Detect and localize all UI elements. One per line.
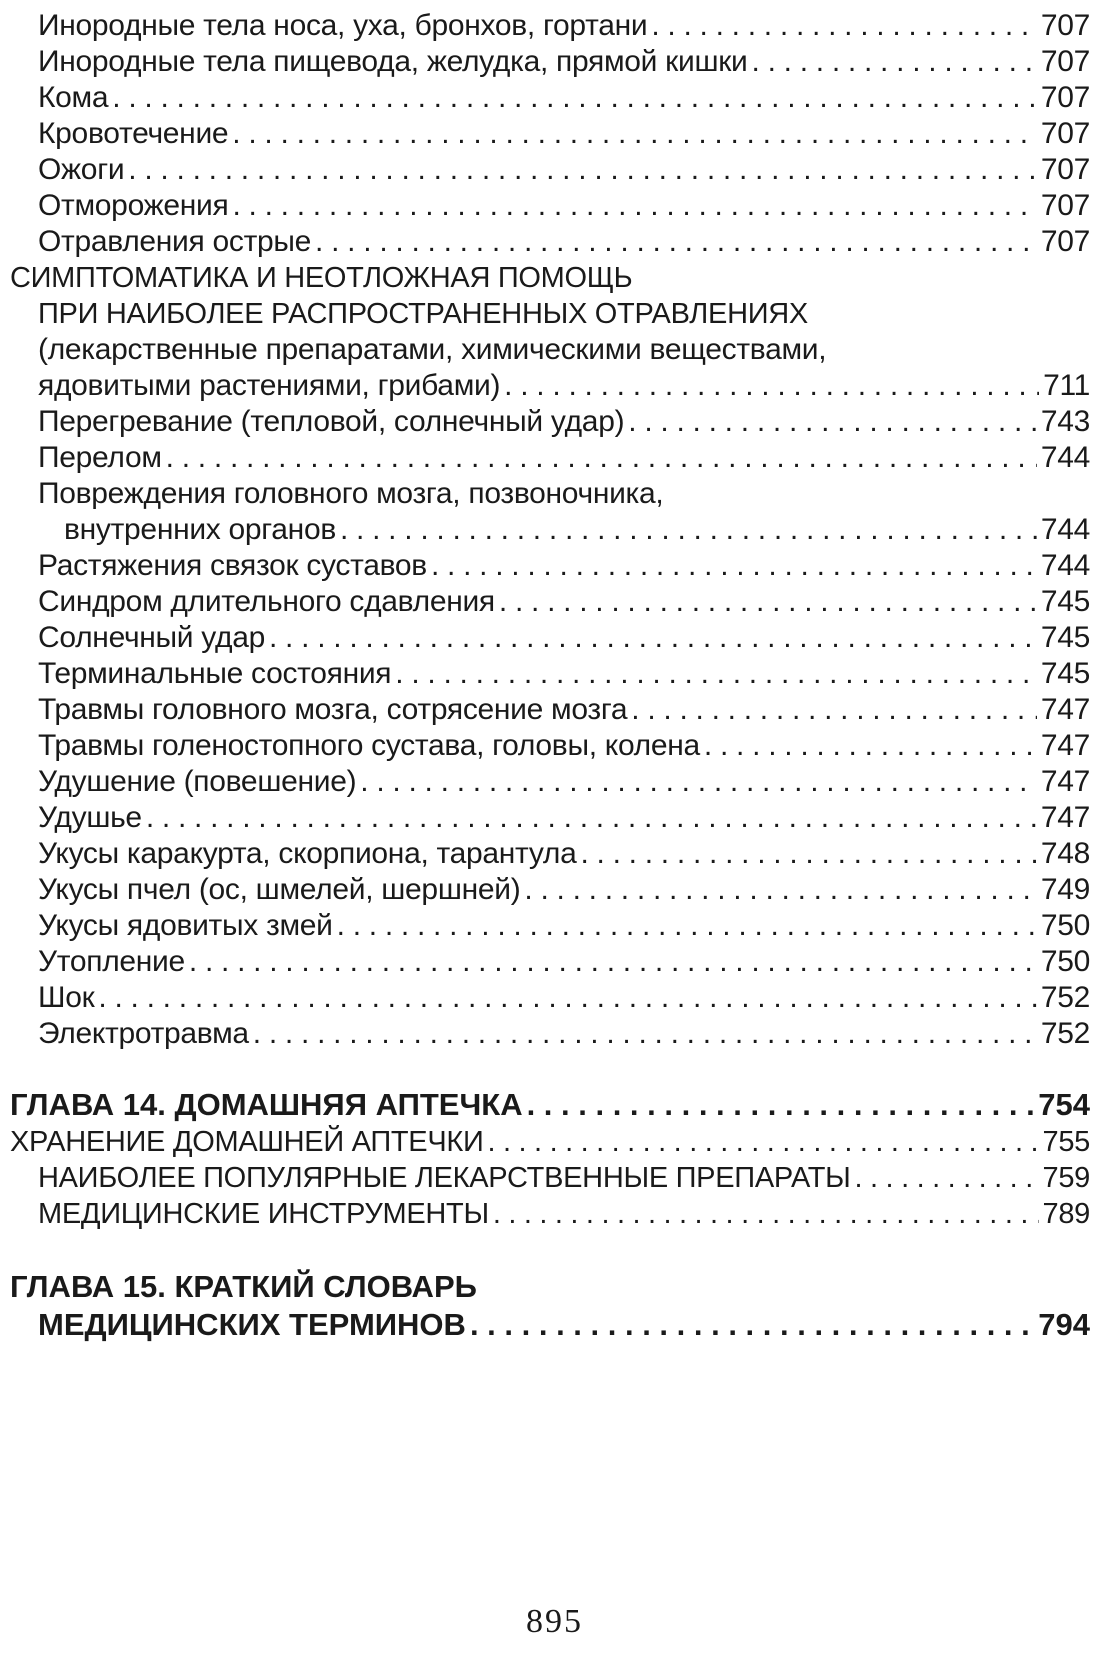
chapter-page: 794 bbox=[1038, 1307, 1090, 1342]
toc-entry[interactable] bbox=[10, 980, 1090, 1016]
dot-leader bbox=[527, 1086, 1035, 1124]
dot-leader bbox=[431, 548, 1037, 584]
dot-leader bbox=[855, 1160, 1039, 1196]
dot-leader bbox=[493, 1196, 1039, 1232]
toc-entry-page: 743 bbox=[1040, 405, 1090, 438]
toc-entry[interactable] bbox=[10, 440, 1090, 476]
toc-entry[interactable] bbox=[10, 656, 1090, 692]
toc-entry[interactable] bbox=[10, 908, 1090, 944]
toc-entry-page: 707 bbox=[1040, 225, 1090, 258]
toc-entry[interactable] bbox=[10, 836, 1090, 872]
dot-leader bbox=[232, 116, 1037, 152]
toc-entry-page: 749 bbox=[1040, 873, 1090, 906]
spacer bbox=[10, 1052, 1090, 1086]
dot-leader bbox=[504, 368, 1039, 404]
toc-entry-title: Электротравма bbox=[38, 1017, 249, 1050]
toc-entry-title: Инородные тела носа, уха, бронхов, гортани bbox=[38, 9, 648, 42]
toc-entry[interactable] bbox=[10, 692, 1090, 728]
toc-entry-page: 750 bbox=[1040, 945, 1090, 978]
toc-entry-title: Укусы ядовитых змей bbox=[38, 909, 333, 942]
toc-entry-page: 745 bbox=[1040, 657, 1090, 690]
dot-leader bbox=[651, 8, 1037, 44]
toc-entry-title: Удушье bbox=[38, 801, 142, 834]
toc-entry-page: 745 bbox=[1040, 585, 1090, 618]
toc-entry[interactable] bbox=[10, 1016, 1090, 1052]
toc-entry-page: 752 bbox=[1040, 981, 1090, 1014]
toc-entry-title: Укусы каракурта, скорпиона, тарантула bbox=[38, 837, 577, 870]
toc-entry-page: 789 bbox=[1042, 1198, 1090, 1230]
chapter-title: МЕДИЦИНСКИХ ТЕРМИНОВ bbox=[38, 1307, 466, 1342]
dot-leader bbox=[499, 584, 1037, 620]
toc-entry[interactable] bbox=[10, 548, 1090, 584]
toc-entry[interactable] bbox=[10, 80, 1090, 116]
toc-entry-page: 747 bbox=[1040, 693, 1090, 726]
section-heading-line[interactable] bbox=[10, 332, 1090, 368]
toc-entry-title: ядовитыми растениями, грибами) bbox=[38, 369, 501, 402]
toc-entry[interactable] bbox=[10, 1196, 1090, 1232]
toc-entry[interactable] bbox=[10, 8, 1090, 44]
toc-entry-page: 707 bbox=[1040, 9, 1090, 42]
toc-entry-page: 707 bbox=[1040, 81, 1090, 114]
toc-entry-page: 750 bbox=[1040, 909, 1090, 942]
spacer bbox=[10, 1232, 1090, 1268]
dot-leader bbox=[628, 404, 1037, 440]
dot-leader bbox=[269, 620, 1037, 656]
toc-entry-page: 755 bbox=[1042, 1126, 1090, 1158]
toc-entry-title: Шок bbox=[38, 981, 95, 1014]
chapter-page: 754 bbox=[1038, 1087, 1090, 1122]
dot-leader bbox=[524, 872, 1036, 908]
table-of-contents bbox=[10, 8, 1090, 1344]
toc-entry[interactable] bbox=[10, 1124, 1090, 1160]
dot-leader bbox=[360, 764, 1037, 800]
toc-entry-page: 707 bbox=[1040, 189, 1090, 222]
dot-leader bbox=[232, 188, 1036, 224]
toc-entry-page: 747 bbox=[1040, 801, 1090, 834]
dot-leader bbox=[752, 44, 1037, 80]
toc-entry-title: МЕДИЦИНСКИЕ ИНСТРУМЕНТЫ bbox=[38, 1198, 489, 1230]
dot-leader bbox=[704, 728, 1037, 764]
toc-entry[interactable] bbox=[10, 152, 1090, 188]
toc-entry-page: 752 bbox=[1040, 1017, 1090, 1050]
section-heading-text: СИМПТОМАТИКА И НЕОТЛОЖНАЯ ПОМОЩЬ bbox=[10, 262, 633, 294]
toc-entry-title: Удушение (повешение) bbox=[38, 765, 357, 798]
toc-entry[interactable] bbox=[10, 404, 1090, 440]
section-heading-line[interactable] bbox=[10, 260, 1090, 296]
toc-entry-title: Инородные тела пищевода, желудка, прямой кишки bbox=[38, 45, 748, 78]
toc-entry[interactable] bbox=[10, 800, 1090, 836]
toc-entry-title: Кома bbox=[38, 81, 109, 114]
dot-leader bbox=[253, 1016, 1037, 1052]
dot-leader bbox=[315, 224, 1037, 260]
toc-entry-page: 744 bbox=[1040, 513, 1090, 546]
chapter-15-heading[interactable] bbox=[10, 1306, 1090, 1344]
toc-entry-title: Повреждения головного мозга, позвоночника, bbox=[38, 477, 664, 510]
toc-entry-page: 747 bbox=[1040, 765, 1090, 798]
toc-entry-page: 744 bbox=[1040, 441, 1090, 474]
toc-entry-title: Отморожения bbox=[38, 189, 229, 222]
toc-entry-page: 759 bbox=[1042, 1162, 1090, 1194]
toc-entry-line[interactable] bbox=[10, 476, 1090, 512]
toc-entry-title: Синдром длительного сдавления bbox=[38, 585, 495, 618]
dot-leader bbox=[98, 980, 1036, 1016]
toc-entry[interactable] bbox=[10, 368, 1090, 404]
toc-entry[interactable] bbox=[10, 188, 1090, 224]
dot-leader bbox=[580, 836, 1036, 872]
dot-leader bbox=[146, 800, 1037, 836]
dot-leader bbox=[470, 1306, 1034, 1344]
section-heading-text: (лекарственные препаратами, химическими веществами, bbox=[38, 333, 827, 366]
toc-entry-title: Травмы головного мозга, сотрясение мозга bbox=[38, 693, 628, 726]
dot-leader bbox=[112, 80, 1037, 116]
toc-entry-title: внутренних органов bbox=[64, 513, 336, 546]
toc-entry-title: Терминальные состояния bbox=[38, 657, 392, 690]
dot-leader bbox=[337, 908, 1037, 944]
toc-entry-title: Утопление bbox=[38, 945, 185, 978]
toc-entry-title: Перегревание (тепловой, солнечный удар) bbox=[38, 405, 625, 438]
chapter-14-heading[interactable] bbox=[10, 1086, 1090, 1124]
toc-entry[interactable] bbox=[10, 872, 1090, 908]
toc-entry-title: Травмы голеностопного сустава, головы, колена bbox=[38, 729, 700, 762]
dot-leader bbox=[189, 944, 1037, 980]
toc-entry-title: Укусы пчел (ос, шмелей, шершней) bbox=[38, 873, 521, 906]
dot-leader bbox=[488, 1124, 1039, 1160]
page-number: 895 bbox=[526, 1603, 583, 1640]
chapter-title: ГЛАВА 14. ДОМАШНЯЯ АПТЕЧКА bbox=[10, 1087, 523, 1122]
section-heading-text: ПРИ НАИБОЛЕЕ РАСПРОСТРАНЕННЫХ ОТРАВЛЕНИЯХ bbox=[38, 298, 808, 330]
toc-entry-page: 707 bbox=[1040, 117, 1090, 150]
toc-entry-page: 711 bbox=[1043, 369, 1090, 402]
toc-entry[interactable] bbox=[10, 512, 1090, 548]
toc-entry[interactable] bbox=[10, 116, 1090, 152]
toc-entry[interactable] bbox=[10, 764, 1090, 800]
toc-entry-page: 707 bbox=[1040, 153, 1090, 186]
toc-entry[interactable] bbox=[10, 224, 1090, 260]
toc-entry-page: 748 bbox=[1040, 837, 1090, 870]
dot-leader bbox=[128, 152, 1037, 188]
toc-entry-title: Солнечный удар bbox=[38, 621, 265, 654]
toc-entry-page: 747 bbox=[1040, 729, 1090, 762]
toc-entry-page: 745 bbox=[1040, 621, 1090, 654]
toc-entry[interactable] bbox=[10, 1160, 1090, 1196]
toc-entry-title: НАИБОЛЕЕ ПОПУЛЯРНЫЕ ЛЕКАРСТВЕННЫЕ ПРЕПАРАТЫ bbox=[38, 1162, 851, 1194]
toc-entry-page: 744 bbox=[1040, 549, 1090, 582]
dot-leader bbox=[395, 656, 1037, 692]
dot-leader bbox=[166, 440, 1037, 476]
dot-leader bbox=[631, 692, 1037, 728]
toc-entry-title: Растяжения связок суставов bbox=[38, 549, 427, 582]
chapter-15-heading-line[interactable] bbox=[10, 1268, 1090, 1306]
toc-entry[interactable] bbox=[10, 44, 1090, 80]
toc-entry-title: Перелом bbox=[38, 441, 162, 474]
toc-entry[interactable] bbox=[10, 620, 1090, 656]
toc-entry-title: Кровотечение bbox=[38, 117, 229, 150]
toc-entry-title: Ожоги bbox=[38, 153, 125, 186]
toc-entry-title: Отравления острые bbox=[38, 225, 312, 258]
section-heading-line[interactable] bbox=[10, 296, 1090, 332]
dot-leader bbox=[340, 512, 1037, 548]
toc-entry-page: 707 bbox=[1040, 45, 1090, 78]
toc-entry[interactable] bbox=[10, 728, 1090, 764]
toc-entry[interactable] bbox=[10, 584, 1090, 620]
chapter-title: ГЛАВА 15. КРАТКИЙ СЛОВАРЬ bbox=[10, 1269, 477, 1304]
toc-entry[interactable] bbox=[10, 944, 1090, 980]
toc-entry-title: ХРАНЕНИЕ ДОМАШНЕЙ АПТЕЧКИ bbox=[10, 1126, 484, 1158]
